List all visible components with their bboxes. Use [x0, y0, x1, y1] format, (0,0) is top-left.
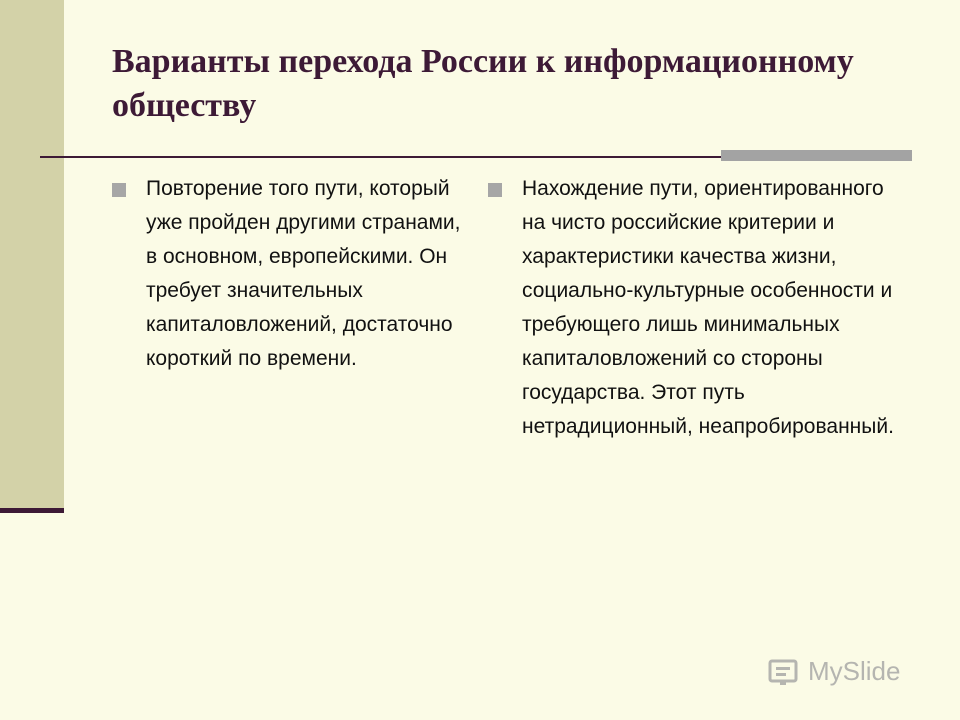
right-bullet-point	[488, 172, 908, 444]
watermark	[768, 656, 900, 687]
left-bullet-point	[112, 172, 462, 376]
right-bullet-text: Нахождение пути, ориентированного на чисто российские критерии и характеристики качества жизни, социально-культурные особенности и требующего лишь минимальных капиталовложений со стороны государства. Этот путь нетрадиционный, неапробированный.	[522, 177, 894, 438]
myslide-logo-icon	[768, 657, 802, 687]
watermark-text: MySlide	[808, 656, 901, 686]
square-bullet-icon	[488, 183, 502, 197]
title-divider-accent	[721, 150, 912, 161]
side-accent-bar-underline	[0, 508, 64, 513]
side-accent-bar	[0, 0, 64, 510]
slide-title: Варианты перехода России к информационному обществу	[112, 43, 854, 124]
square-bullet-icon	[112, 183, 126, 197]
left-bullet-text: Повторение того пути, который уже пройден другими странами, в основном, европейскими. Он требует значительных капиталовложений, достаточно короткий по времени.	[146, 177, 461, 370]
